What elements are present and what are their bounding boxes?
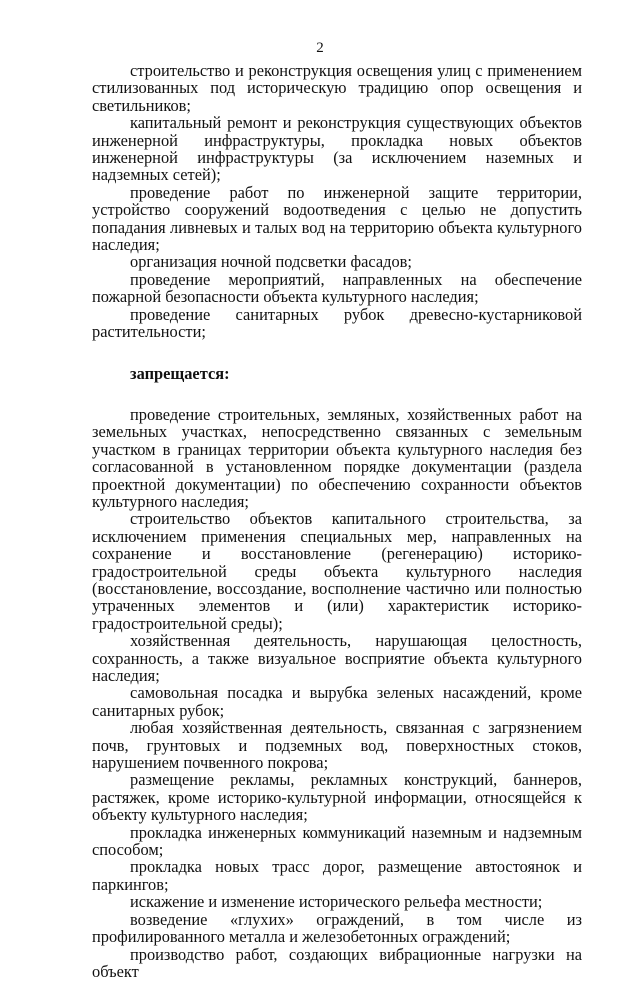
prohibited-item: размещение рекламы, рекламных конструкций, баннеров, растяжек, кроме историко-культурной информации, относящейся к объекту культурного наследия; [92,770,582,825]
allowed-item: проведение мероприятий, направленных на обеспечение пожарной безопасности объекта культурного наследия; [92,269,582,307]
prohibited-item: производство работ, создающих вибрационные нагрузки на объект [92,944,582,981]
allowed-item: капитальный ремонт и реконструкция существующих объектов инженерной инфраструктуры, прокладка новых объектов инженерной инфраструктуры (за исключением наземных и надземных сетей); [92,113,582,185]
allowed-item: организация ночной подсветки фасадов; [130,252,412,272]
page-number: 2 [316,40,324,56]
prohibited-item: возведение «глухих» ограждений, в том числе из профилированного металла и железобетонных ограждений; [92,909,582,947]
allowed-item: проведение санитарных рубок древесно-кустарниковой растительности; [92,304,582,342]
prohibited-item: любая хозяйственная деятельность, связанная с загрязнением почв, грунтовых и подземных вод, поверхностных стоков, нарушением почвенного покрова; [92,718,582,773]
allowed-item: строительство и реконструкция освещения улиц с применением стилизованных под историческую традицию опор освещения и светильников; [92,61,582,115]
document-body [92,62,582,980]
prohibited-item: самовольная посадка и вырубка зеленых насаждений, кроме санитарных рубок; [92,683,582,720]
prohibited-heading: запрещается: [130,363,230,383]
prohibited-item: проведение строительных, земляных, хозяйственных работ на земельных участках, непосредственно связанных с земельным участком в границах территории объекта культурного наследия без согласованной в установленном порядке документации (раздела проектной документации) по обеспечению сохранности объектов культурного наследия; [92,404,582,511]
prohibited-item: строительство объектов капитального строительства, за исключением применения специальных мер, направленных на сохранение и восстановление (регенерацию) историко-градостроительной среды объекта культурного наследия (восстановление, воссоздание, восполнение частично или полностью утраченных элементов и (или) характеристик историко-градостроительной среды); [92,509,582,633]
prohibited-item: хозяйственная деятельность, нарушающая целостность, сохранность, а также визуальное восприятие объекта культурного наследия; [92,631,582,685]
prohibited-item: прокладка новых трасс дорог, размещение автостоянок и паркингов; [92,857,582,894]
allowed-item: проведение работ по инженерной защите территории, устройство сооружений водоотведения с целью не допустить попадания ливневых и талых вод на территорию объекта культурного наследия; [92,182,582,255]
prohibited-item: прокладка инженерных коммуникаций наземным и надземным способом; [92,822,582,860]
prohibited-item: искажение и изменение исторического рельефа местности; [130,892,543,912]
